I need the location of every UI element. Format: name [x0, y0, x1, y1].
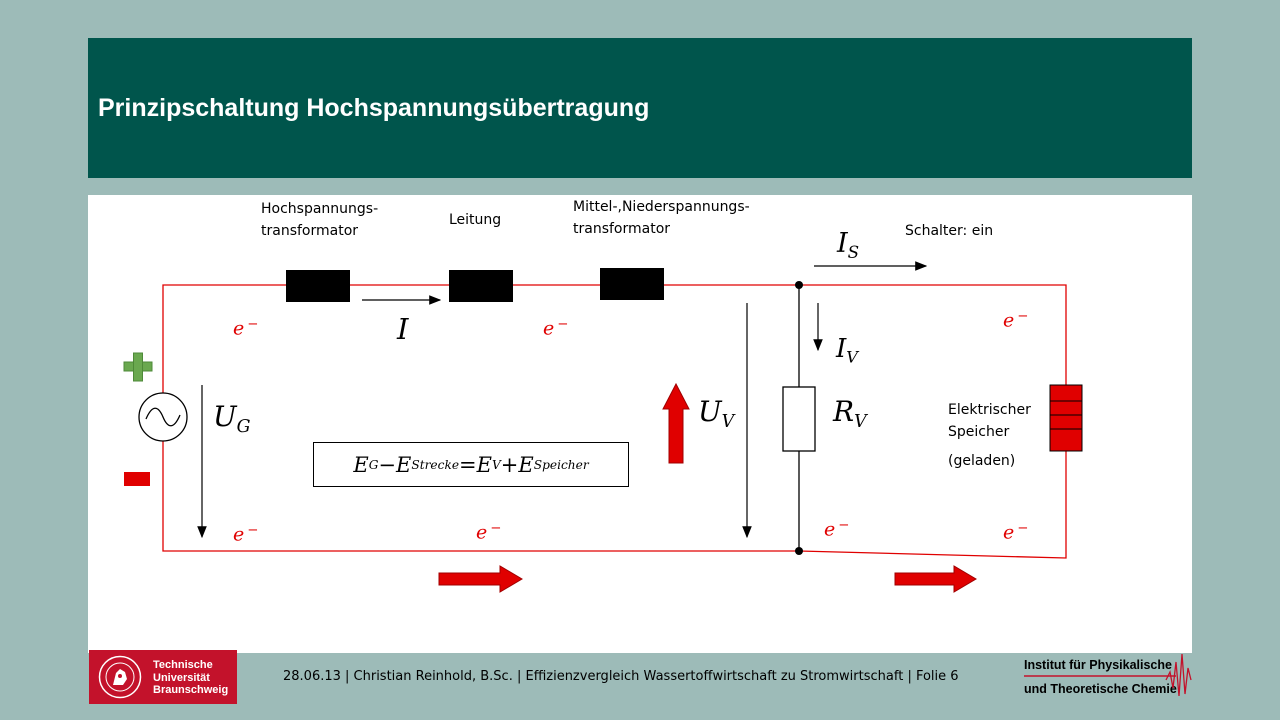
block-arrow-right-2 [895, 566, 976, 592]
label-storage: Elektrischer Speicher [948, 402, 1031, 440]
wave-icon [1164, 650, 1194, 704]
electron-label: e − [824, 518, 850, 541]
junction-top [795, 281, 803, 289]
university-seal-icon [98, 655, 142, 699]
institute-name-line2: und Theoretische Chemie [1024, 682, 1177, 696]
plus-icon [124, 353, 152, 381]
symbol-uv: $U_V$ [698, 395, 735, 433]
ac-source-icon [139, 393, 187, 441]
symbol-is: $I_S$ [837, 228, 860, 262]
label-hv-transformer: Hochspannungs- transformator [261, 201, 379, 239]
institute-name-line1: Institut für Physikalische [1024, 658, 1172, 672]
electron-label: e − [1003, 521, 1029, 544]
line-block [449, 270, 513, 302]
label-storage-state: (geladen) [948, 453, 1016, 469]
label-mv-lv-transformer: Mittel-,Niederspannungs- transformator [573, 199, 750, 237]
symbol-ug: $U_G$ [213, 400, 251, 438]
junction-bottom [795, 547, 803, 555]
storage-battery-icon [1050, 385, 1082, 451]
top-wire [163, 285, 1066, 558]
electron-label: e − [233, 317, 259, 340]
hv-transformer-block [286, 270, 350, 302]
label-line: Leitung [449, 212, 502, 228]
block-arrow-right-1 [439, 566, 522, 592]
electron-label: e − [233, 523, 259, 546]
electron-label: e − [1003, 309, 1029, 332]
university-name: Technische Universität Braunschweig [153, 659, 229, 696]
title-bar [88, 38, 1192, 178]
electron-label: e − [543, 317, 569, 340]
symbol-i: I [397, 312, 409, 346]
slide-title: Prinzipschaltung Hochspannungsübertragung [98, 94, 650, 122]
slide-content [88, 195, 1192, 653]
energy-equation: E G − E Strecke = E V + E Speicher [313, 442, 629, 487]
tu-braunschweig-logo [89, 650, 237, 704]
resistor-rv [783, 387, 815, 451]
minus-icon [124, 472, 150, 486]
electron-label: e − [476, 521, 502, 544]
mv-lv-transformer-block [600, 268, 664, 300]
symbol-iv: $I_V$ [836, 334, 858, 367]
symbol-rv: $R_V$ [833, 395, 867, 433]
institute-logo [1016, 650, 1196, 704]
footer-text: 28.06.13 | Christian Reinhold, B.Sc. | Effizienzvergleich Wassertoffwirtschaft zu Stromwirtschaft | Folie 6 [283, 669, 959, 684]
label-switch: Schalter: ein [905, 223, 994, 239]
block-arrow-up [663, 384, 689, 463]
